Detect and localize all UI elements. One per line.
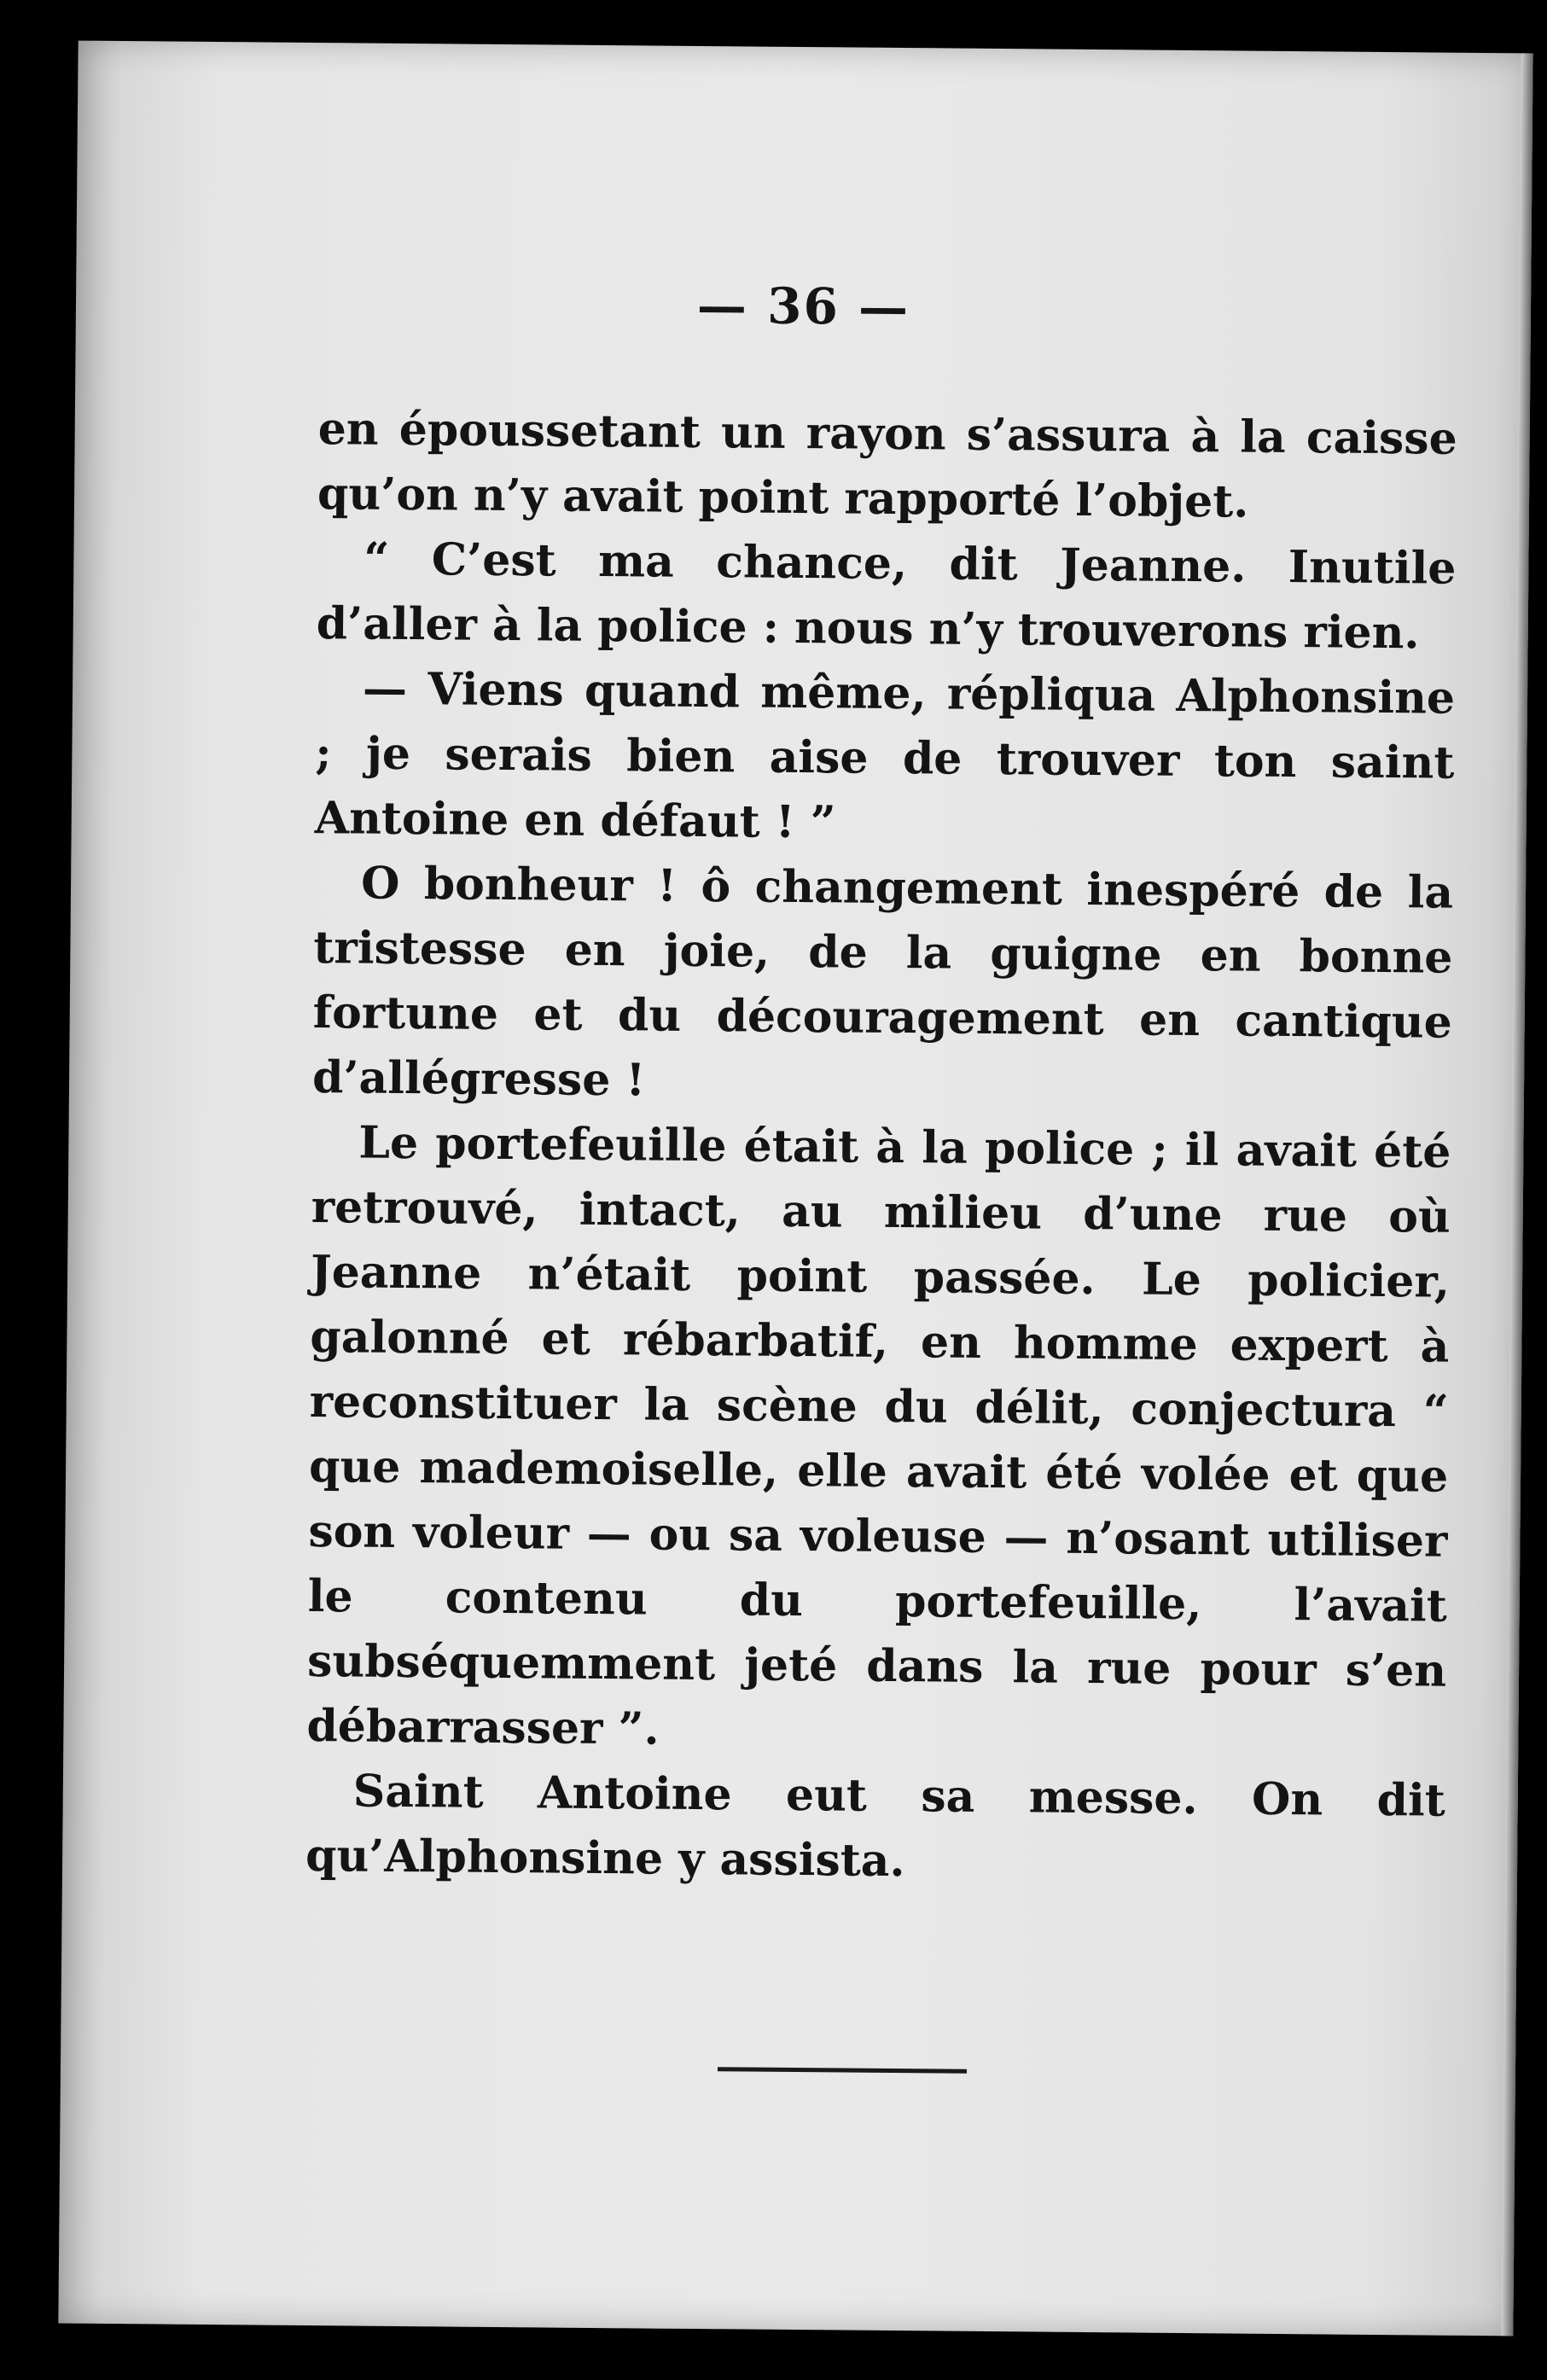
section-end-rule (718, 2067, 967, 2074)
page-edge-shadow (1501, 53, 1532, 2336)
body-text (305, 397, 1457, 1899)
paragraph-1: en époussetant un rayon s’assura à la caisse qu’on n’y avait point rapporté l’objet. (317, 403, 1457, 528)
paragraph-2: “ C’est ma chance, dit Jeanne. Inutile d’aller à la police : nous n’y trouverons rien. (316, 532, 1457, 660)
paragraph-6: Saint Antoine eut sa messe. On dit qu’Alphonsine y assista. (305, 1765, 1446, 1888)
paragraph-3: — Viens quand même, répliqua Alphonsine ; je serais bien aise de trouver ton saint Antoine en défaut ! ” (314, 662, 1456, 849)
paragraph-4: O bonheur ! ô changement inespéré de la tristesse en joie, de la guigne en bonne fortune et du découragement en cantique d’allégresse ! (311, 857, 1454, 1107)
book-page (58, 41, 1532, 2336)
page-number: — 36 — (696, 276, 910, 337)
paragraph-5: Le portefeuille était à la police ; il avait été retrouvé, intact, au milieu d’une rue où Jeanne n’était point passée. Le policier, galonné et rébarbatif, en homme expert à reconstituer la scène du délit, conjectura “ que mademoiselle, elle avait été volée et que son voleur — ou sa voleuse — n’osant utiliser le contenu du portefeuille, l’avait subséquemment jeté dans la rue pour s’en débarrasser ”. (306, 1116, 1451, 1755)
